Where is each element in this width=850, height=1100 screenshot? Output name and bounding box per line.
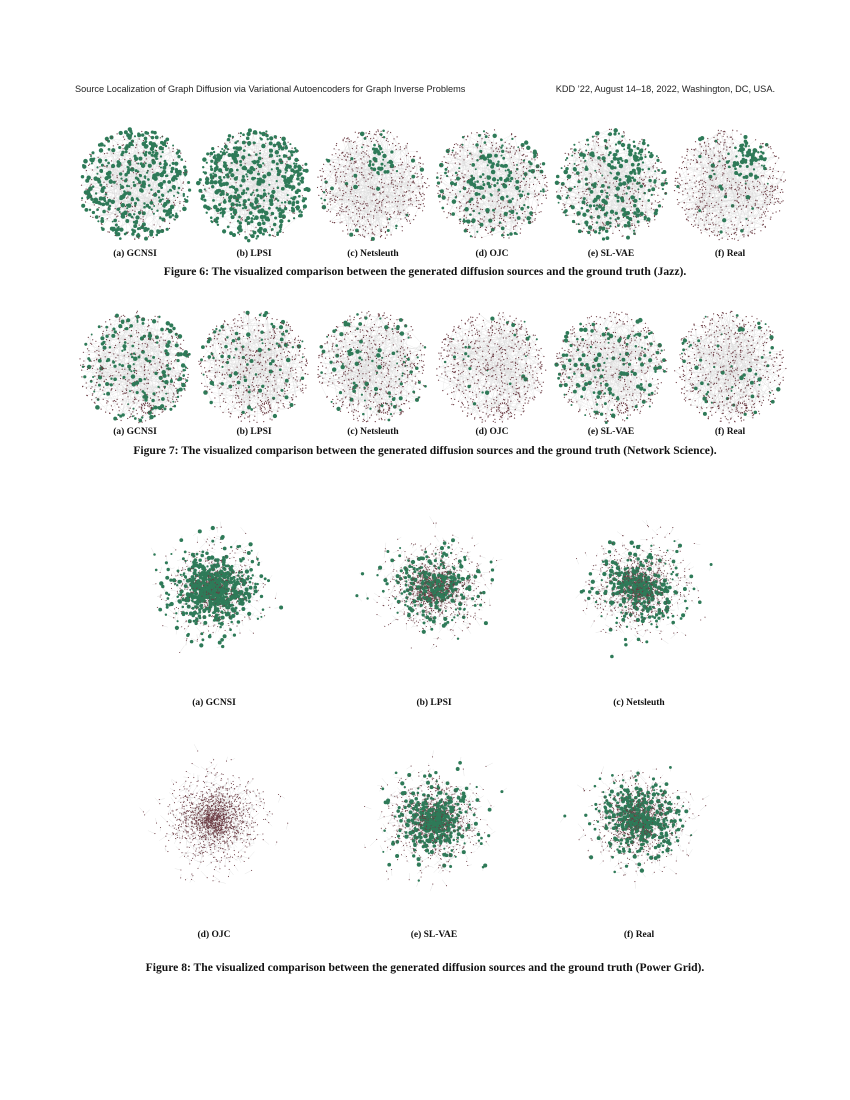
- fig6-panel-netsleuth: [316, 128, 430, 262]
- fig6-panel-real: [673, 128, 787, 262]
- fig8-subcaption-lpsi: (b) LPSI: [325, 698, 543, 708]
- fig8-graph-lpsi: [325, 482, 543, 694]
- fig8-subcaption-real: (f) Real: [530, 930, 748, 940]
- fig6-subcaption-gcnsi: (a) GCNSI: [78, 249, 192, 259]
- fig6-panel-sl-vae: [554, 128, 668, 262]
- fig7-panel-ojc: [435, 310, 549, 440]
- fig7-subcaption-netsleuth: (c) Netsleuth: [316, 427, 430, 437]
- fig8-graph-gcnsi: [105, 482, 323, 694]
- fig7-graph-sl-vae: [554, 310, 668, 424]
- fig8-panel-lpsi: [325, 482, 543, 712]
- fig7-panel-lpsi: [197, 310, 311, 440]
- figure-7: [0, 310, 850, 460]
- fig6-panel-gcnsi: [78, 128, 192, 262]
- running-header-title: Source Localization of Graph Diffusion via Variational Autoencoders for Graph Inverse Problems: [75, 84, 465, 94]
- fig7-graph-ojc: [435, 310, 549, 424]
- fig7-panel-gcnsi: [78, 310, 192, 440]
- fig8-panel-gcnsi: [105, 482, 323, 712]
- running-header-venue: KDD ’22, August 14–18, 2022, Washington, DC, USA.: [556, 84, 775, 94]
- figure-6: [0, 128, 850, 288]
- fig8-subcaption-ojc: (d) OJC: [105, 930, 323, 940]
- fig7-subcaption-ojc: (d) OJC: [435, 427, 549, 437]
- figure-8: [0, 482, 850, 982]
- fig7-subcaption-lpsi: (b) LPSI: [197, 427, 311, 437]
- fig6-graph-lpsi: [197, 128, 311, 242]
- fig6-graph-gcnsi: [78, 128, 192, 242]
- fig8-graph-sl-vae: [325, 714, 543, 926]
- figure-8-caption: Figure 8: The visualized comparison between the generated diffusion sources and the ground truth (Power Grid).: [0, 961, 850, 974]
- fig8-panel-real: [530, 714, 748, 944]
- fig6-graph-real: [673, 128, 787, 242]
- fig6-subcaption-sl-vae: (e) SL-VAE: [554, 249, 668, 259]
- fig8-panel-ojc: [105, 714, 323, 944]
- fig6-graph-ojc: [435, 128, 549, 242]
- figure-6-caption: Figure 6: The visualized comparison between the generated diffusion sources and the ground truth (Jazz).: [0, 265, 850, 278]
- fig8-graph-real: [530, 714, 748, 926]
- fig6-graph-netsleuth: [316, 128, 430, 242]
- fig7-graph-real: [673, 310, 787, 424]
- fig7-subcaption-gcnsi: (a) GCNSI: [78, 427, 192, 437]
- fig6-subcaption-lpsi: (b) LPSI: [197, 249, 311, 259]
- fig8-subcaption-sl-vae: (e) SL-VAE: [325, 930, 543, 940]
- fig7-subcaption-real: (f) Real: [673, 427, 787, 437]
- fig8-subcaption-gcnsi: (a) GCNSI: [105, 698, 323, 708]
- fig8-graph-ojc: [105, 714, 323, 926]
- fig6-panel-lpsi: [197, 128, 311, 262]
- fig7-graph-lpsi: [197, 310, 311, 424]
- fig7-panel-sl-vae: [554, 310, 668, 440]
- fig6-panel-ojc: [435, 128, 549, 262]
- figure-7-caption: Figure 7: The visualized comparison between the generated diffusion sources and the ground truth (Network Science).: [0, 444, 850, 457]
- fig6-subcaption-ojc: (d) OJC: [435, 249, 549, 259]
- fig7-graph-gcnsi: [78, 310, 192, 424]
- fig6-subcaption-netsleuth: (c) Netsleuth: [316, 249, 430, 259]
- fig6-subcaption-real: (f) Real: [673, 249, 787, 259]
- fig8-graph-netsleuth: [530, 482, 748, 694]
- running-header: [75, 84, 775, 98]
- fig8-panel-sl-vae: [325, 714, 543, 944]
- fig7-panel-real: [673, 310, 787, 440]
- fig8-subcaption-netsleuth: (c) Netsleuth: [530, 698, 748, 708]
- fig7-graph-netsleuth: [316, 310, 430, 424]
- fig7-panel-netsleuth: [316, 310, 430, 440]
- fig8-panel-netsleuth: [530, 482, 748, 712]
- fig7-subcaption-sl-vae: (e) SL-VAE: [554, 427, 668, 437]
- fig6-graph-sl-vae: [554, 128, 668, 242]
